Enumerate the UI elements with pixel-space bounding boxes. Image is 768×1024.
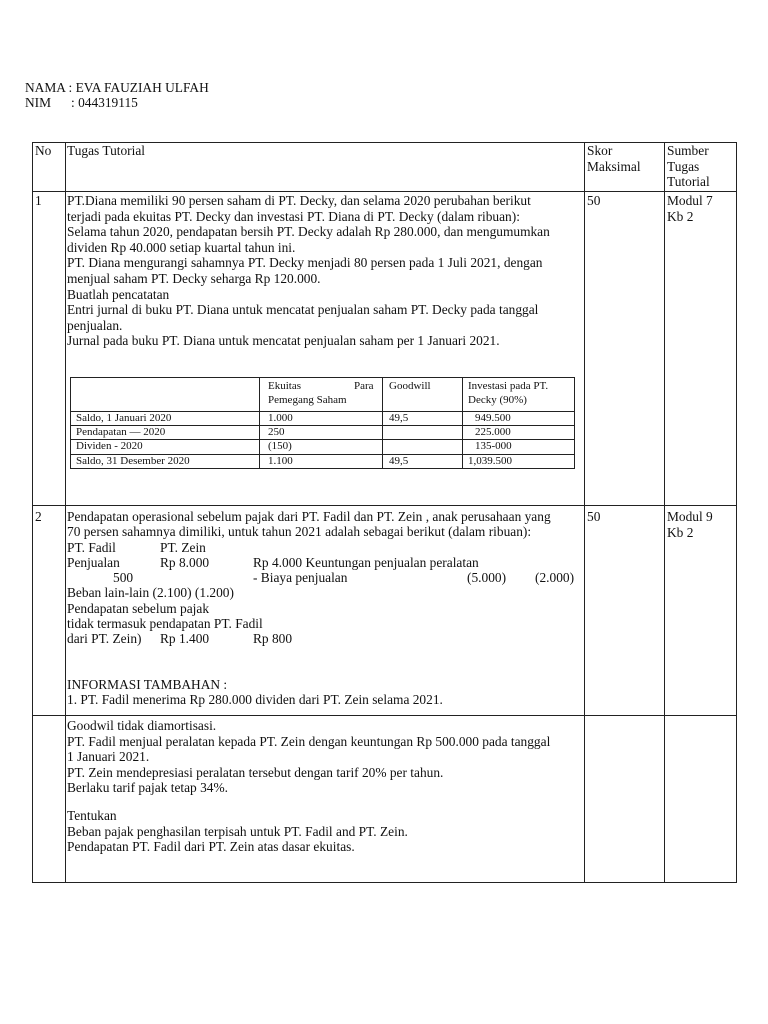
equity-row-ekuitas: 1.100 <box>268 455 293 467</box>
row2-biaya-label: - Biaya penjualan <box>253 570 348 585</box>
row3-line: Tentukan <box>67 807 117 823</box>
student-name: NAMA : EVA FAUZIAH ULFAH <box>25 80 209 95</box>
row3-line: PT. Zein mendepresiasi peralatan tersebut dengan tarif 20% per tahun. <box>67 764 444 780</box>
equity-row-ekuitas: (150) <box>268 440 292 452</box>
header-skor-line: Skor <box>587 143 613 158</box>
row2-500: 500 <box>113 570 134 585</box>
row3-text <box>67 718 550 855</box>
equity-header-ekuitas-c: Pemegang Saham <box>268 394 347 406</box>
header-sumber-line: Sumber <box>667 143 709 158</box>
row2-dari-fadil: Rp 1.400 <box>160 631 210 646</box>
equity-row-investasi: 225.000 <box>475 426 511 438</box>
row2-dari-zein: Rp 800 <box>253 631 293 646</box>
row3-line: Goodwil tidak diamortisasi. <box>67 718 217 733</box>
row1-line: menjual saham PT. Decky seharga Rp 120.000. <box>67 270 321 286</box>
row1-line: PT. Diana mengurangi sahamnya PT. Decky menjadi 80 persen pada 1 Juli 2021, dengan <box>67 255 543 271</box>
row3-line: Pendapatan PT. Fadil dari PT. Zein atas dasar ekuitas. <box>67 839 355 855</box>
row3-line: 1 Januari 2021. <box>67 749 150 765</box>
equity-header-ekuitas-b: Para <box>354 380 374 392</box>
equity-row-ekuitas: 1.000 <box>268 412 293 424</box>
row2-line: 70 persen sahamnya dimiliki, untuk tahun 2021 adalah sebagai berikut (dalam ribuan): <box>67 524 532 539</box>
nim-value: : 044319115 <box>71 95 138 110</box>
nim-label: NIM <box>25 95 52 110</box>
row3-line: Berlaku tarif pajak tetap 34%. <box>67 780 228 796</box>
table-divider-row2 <box>32 715 736 716</box>
table-divider-row1 <box>32 505 736 506</box>
row1-skor: 50 <box>587 193 601 208</box>
equity-header-investasi-a: Investasi pada PT. <box>468 380 549 392</box>
equity-row-label: Pendapatan — 2020 <box>76 426 166 438</box>
row1-line: penjualan. <box>67 317 123 333</box>
equity-header-investasi-b: Decky (90%) <box>468 394 527 406</box>
equity-row-goodwill: 49,5 <box>389 412 409 424</box>
header-skor-line: Maksimal <box>587 158 641 174</box>
row1-line: terjadi pada ekuitas PT. Decky dan investasi PT. Diana di PT. Decky (dalam ribuan): <box>67 208 520 224</box>
equity-row-goodwill: 49,5 <box>389 455 409 467</box>
row2-sumber <box>667 509 713 540</box>
header-sumber-line: Tugas <box>667 158 700 174</box>
row1-line: dividen Rp 40.000 setiap kuartal tahun ini. <box>67 239 296 255</box>
row1-line: Jurnal pada buku PT. Diana untuk mencatat penjualan saham per 1 Januari 2021. <box>67 333 500 349</box>
student-nim <box>25 95 138 111</box>
row3-line: Beban pajak penghasilan terpisah untuk PT. Fadil and PT. Zein. <box>67 823 408 839</box>
equity-row-investasi: 135-000 <box>475 440 512 452</box>
table-border-left <box>32 142 33 883</box>
row2-penjualan-label: Penjualan <box>67 555 120 570</box>
row2-info-1: 1. PT. Fadil menerima Rp 280.000 dividen dari PT. Zein selama 2021. <box>67 692 443 707</box>
row3-line: PT. Fadil menjual peralatan kepada PT. Zein dengan keuntungan Rp 500.000 pada tanggal <box>67 733 551 749</box>
row3-line <box>67 796 550 808</box>
equity-table <box>70 377 575 469</box>
header-sumber-line: Tutorial <box>667 174 710 190</box>
header-sumber <box>667 143 710 190</box>
row2-skor: 50 <box>587 509 601 524</box>
row2-line: Pendapatan operasional sebelum pajak dari PT. Fadil dan PT. Zein , anak perusahaan yang <box>67 509 551 524</box>
row1-line: Entri jurnal di buku PT. Diana untuk mencatat penjualan saham PT. Decky pada tanggal <box>67 302 539 318</box>
header-skor <box>587 143 641 174</box>
equity-row-label: Saldo, 31 Desember 2020 <box>76 455 190 467</box>
table-col-divider-3 <box>664 142 665 883</box>
row2-info-title: INFORMASI TAMBAHAN : <box>67 677 228 692</box>
row1-sumber-line: Modul 7 <box>667 193 713 208</box>
row2-biaya-zein: (2.000) <box>535 570 575 585</box>
row1-sumber <box>667 193 713 224</box>
row1-line: Selama tahun 2020, pendapatan bersih PT. Decky adalah Rp 280.000, dan mengumumkan <box>67 224 550 240</box>
table-border-bottom <box>32 882 736 883</box>
row1-line: Buatlah pencatatan <box>67 286 170 302</box>
row2-biaya-fadil: (5.000) <box>467 570 507 585</box>
row1-text <box>67 193 550 349</box>
row2-dari-label: dari PT. Zein) <box>67 631 142 646</box>
equity-row-ekuitas: 250 <box>268 426 285 438</box>
header-tugas: Tugas Tutorial <box>67 143 146 158</box>
row2-sumber-line: Modul 9 <box>667 509 713 524</box>
table-divider-header <box>32 191 736 192</box>
row1-no: 1 <box>35 193 42 208</box>
equity-row-investasi: 1,039.500 <box>468 455 512 467</box>
row1-line: PT.Diana memiliki 90 persen saham di PT. Decky, dan selama 2020 perubahan berikut <box>67 193 531 208</box>
equity-row-label: Dividen - 2020 <box>76 440 143 452</box>
row2-no: 2 <box>35 509 42 524</box>
row2-zein-heading: PT. Zein <box>160 540 206 555</box>
row2-sumber-line: Kb 2 <box>667 524 694 540</box>
table-border-right <box>736 142 737 883</box>
equity-header-ekuitas-a: Ekuitas <box>268 380 301 392</box>
row2-fadil-heading: PT. Fadil <box>67 540 116 555</box>
row2-pendapatan-1: Pendapatan sebelum pajak <box>67 601 210 616</box>
row2-penjualan-fadil: Rp 8.000 <box>160 555 210 570</box>
row2-beban: Beban lain-lain (2.100) (1.200) <box>67 585 234 600</box>
row1-sumber-line: Kb 2 <box>667 208 694 224</box>
row2-penjualan-zein: Rp 4.000 Keuntungan penjualan peralatan <box>253 555 479 570</box>
table-col-divider-1 <box>65 142 66 883</box>
equity-header-goodwill: Goodwill <box>389 380 431 392</box>
row2-pendapatan-2: tidak termasuk pendapatan PT. Fadil <box>67 616 263 631</box>
header-no: No <box>35 143 52 158</box>
equity-row-label: Saldo, 1 Januari 2020 <box>76 412 172 424</box>
equity-row-investasi: 949.500 <box>475 412 511 424</box>
table-col-divider-2 <box>584 142 585 883</box>
